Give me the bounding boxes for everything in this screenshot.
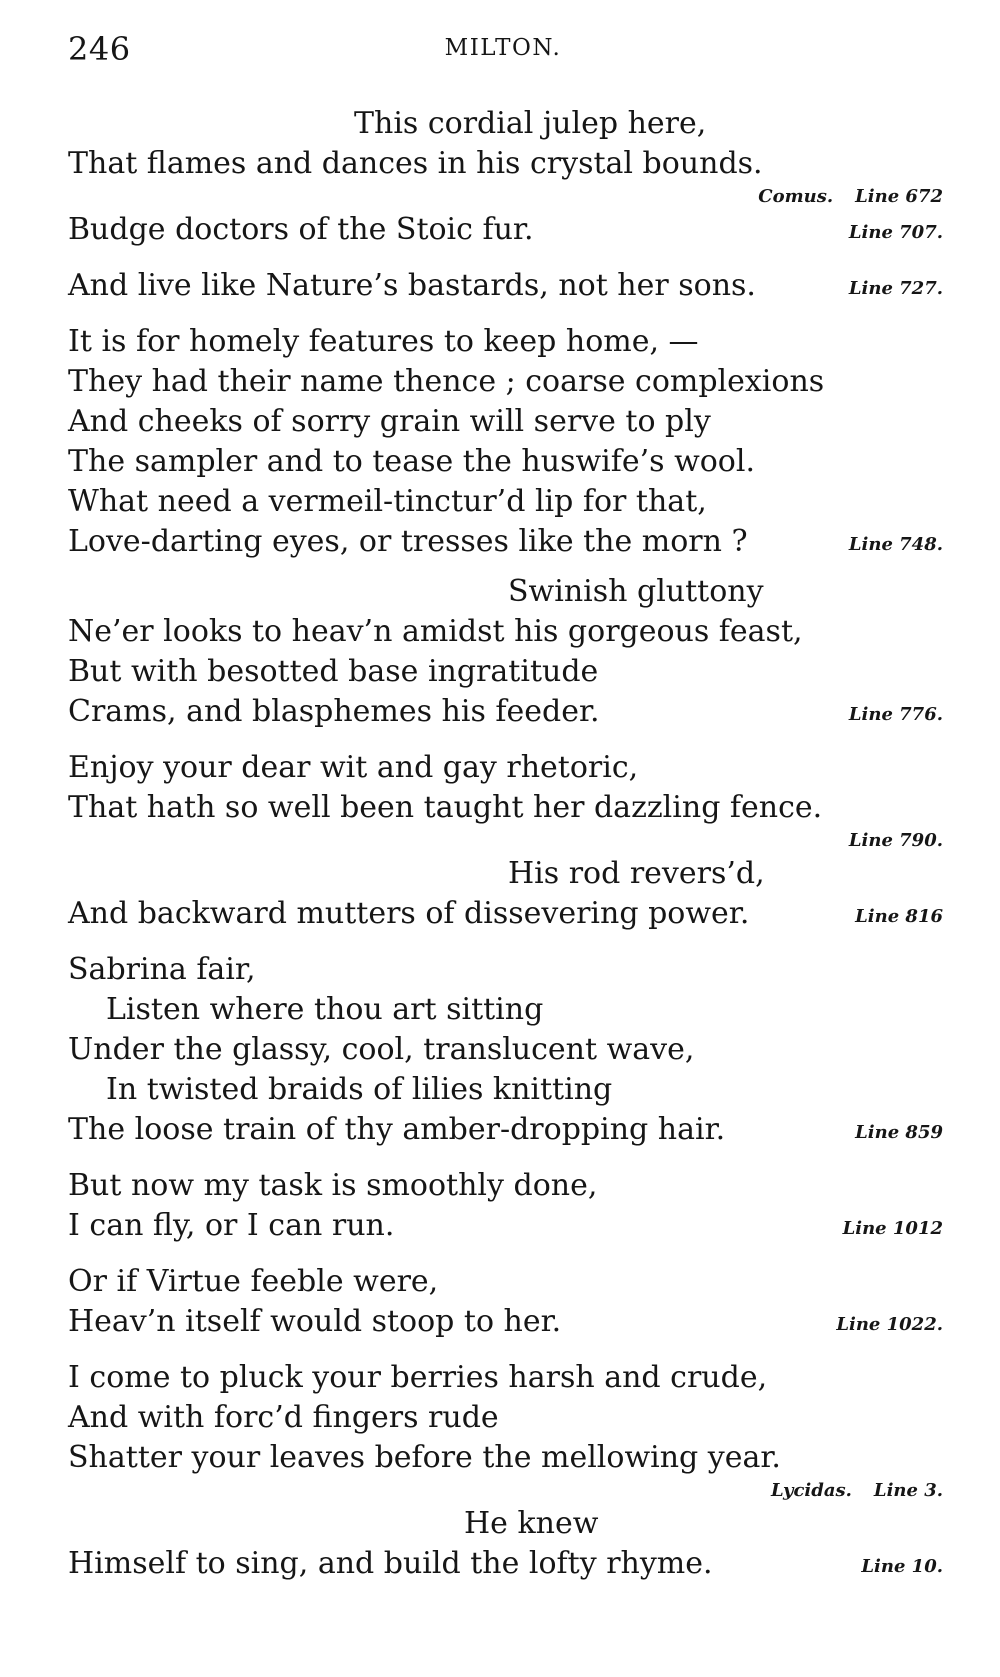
poem-line: In twisted braids of lilies knitting	[106, 1072, 613, 1107]
poem-line: Listen where thou art sitting	[106, 992, 544, 1027]
poem-line: I come to pluck your berries harsh and crude,	[68, 1360, 768, 1395]
stanza-gap	[68, 562, 948, 572]
poem-line: And cheeks of sorry grain will serve to ply	[68, 404, 711, 439]
quotation	[68, 266, 948, 306]
page-header	[68, 30, 938, 80]
quotation	[68, 572, 948, 732]
poem-line: They had their name thence ; coarse complexions	[68, 364, 825, 399]
poem-line: Swinish gluttony	[508, 574, 764, 609]
poem-line: Heav’n itself would stoop to her.	[68, 1304, 562, 1339]
citation	[68, 1478, 948, 1504]
page-number: 246	[68, 30, 131, 68]
poem-line: Under the glassy, cool, translucent wave,	[68, 1032, 695, 1067]
stanza-gap	[68, 250, 948, 266]
stanza-gap	[68, 934, 948, 950]
citation-work: Comus.	[758, 186, 834, 207]
poem-line: Budge doctors of the Stoic fur.	[68, 212, 534, 247]
poem-line: His rod revers’d,	[508, 856, 765, 891]
poem-line: He knew	[464, 1506, 599, 1541]
poem-line: Love-darting eyes, or tresses like the morn ?	[68, 524, 748, 559]
stanza-gap	[68, 1246, 948, 1262]
quotation	[68, 210, 948, 250]
quotation	[68, 950, 948, 1150]
poem-line: It is for homely features to keep home, —	[68, 324, 699, 359]
citation-line-number: Line 748.	[848, 534, 943, 555]
poem-line: What need a vermeil-tinctur’d lip for that,	[68, 484, 707, 519]
poem-line: This cordial julep here,	[354, 106, 707, 141]
quotation	[68, 1166, 948, 1246]
citation-line-number: Line 10.	[861, 1556, 943, 1577]
poem-line: Sabrina fair,	[68, 952, 256, 987]
stanza-gap	[68, 1150, 948, 1166]
citation-line-number: Line 1022.	[836, 1314, 943, 1335]
quotation	[68, 854, 948, 934]
citation-line-number: Line 859	[855, 1122, 943, 1143]
quotation	[68, 104, 948, 210]
poem-line: Crams, and blasphemes his feeder.	[68, 694, 600, 729]
poem-line: That flames and dances in his crystal bounds.	[68, 146, 763, 181]
citation	[68, 828, 948, 854]
poem-line: The sampler and to tease the huswife’s wool.	[68, 444, 755, 479]
citation	[68, 184, 948, 210]
poem-line: The loose train of thy amber-dropping hair.	[68, 1112, 726, 1147]
stanza-gap	[68, 1342, 948, 1358]
quotation	[68, 1358, 948, 1504]
poem-line: That hath so well been taught her dazzling fence.	[68, 790, 823, 825]
poem-line: But with besotted base ingratitude	[68, 654, 599, 689]
poem-line: Shatter your leaves before the mellowing year.	[68, 1440, 781, 1475]
citation-line-number: Line 1012	[842, 1218, 943, 1239]
citation-line-number: Line 3.	[873, 1480, 943, 1501]
poem-line: Ne’er looks to heav’n amidst his gorgeous feast,	[68, 614, 803, 649]
quotation	[68, 1504, 948, 1584]
running-head: MILTON.	[444, 35, 562, 61]
citation-line-number: Line 672	[855, 186, 943, 207]
poem-line: I can fly, or I can run.	[68, 1208, 395, 1243]
poem-line: And live like Nature’s bastards, not her sons.	[68, 268, 756, 303]
citation-line-number: Line 816	[855, 906, 943, 927]
citation-line-number: Line 707.	[848, 222, 943, 243]
quotations	[68, 104, 948, 1584]
poem-line: But now my task is smoothly done,	[68, 1168, 598, 1203]
stanza-gap	[68, 306, 948, 322]
citation-line-number: Line 790.	[848, 830, 943, 851]
quotation	[68, 1262, 948, 1342]
citation-line-number: Line 776.	[848, 704, 943, 725]
poem-line: And with forc’d fingers rude	[68, 1400, 499, 1435]
citation-work: Lycidas.	[770, 1480, 852, 1501]
quotation	[68, 322, 948, 562]
poem-line: Or if Virtue feeble were,	[68, 1264, 439, 1299]
citation-line-number: Line 727.	[848, 278, 943, 299]
poem-line: And backward mutters of dissevering power.	[68, 896, 750, 931]
stanza-gap	[68, 732, 948, 748]
quotation	[68, 748, 948, 854]
poem-line: Himself to sing, and build the lofty rhyme.	[68, 1546, 713, 1581]
poem-line: Enjoy your dear wit and gay rhetoric,	[68, 750, 639, 785]
